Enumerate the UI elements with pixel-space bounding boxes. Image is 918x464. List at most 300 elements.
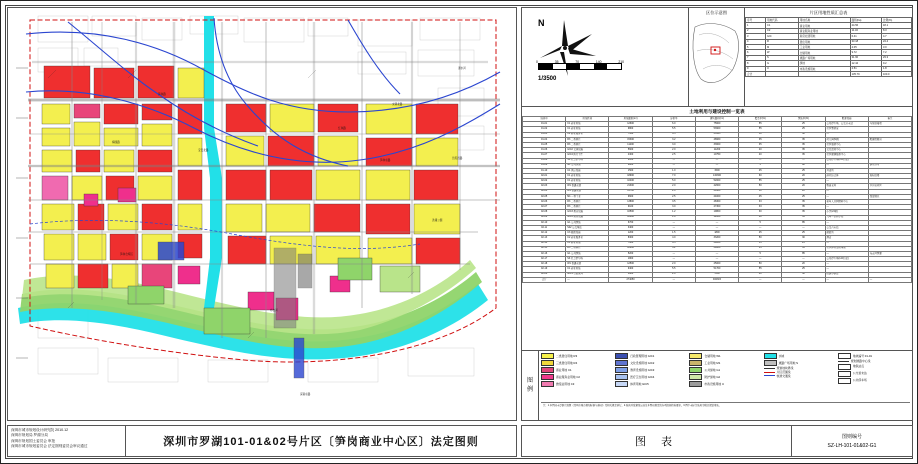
table-cell: 1800 (695, 231, 738, 236)
table-cell: — (739, 257, 782, 262)
table-cell: 9400 (609, 267, 652, 272)
table-cell: 1.0 (652, 168, 695, 173)
table-cell: 9 (746, 66, 766, 71)
table-cell: 道路广场用地 (798, 55, 850, 60)
map-canvas[interactable] (8, 8, 516, 420)
table-cell: 邮政所 (825, 231, 868, 236)
table-cell: 5 (739, 220, 782, 225)
col-header: 绿地率(%) (782, 117, 825, 122)
table-cell: 24000 (695, 194, 738, 199)
table-cell: 33 (739, 200, 782, 205)
table-cell: 35 (782, 205, 825, 210)
table-cell: 4300 (609, 153, 652, 158)
legend-swatch (615, 374, 628, 380)
table-cell: 30 (739, 210, 782, 215)
scale-tick: 35 (554, 60, 559, 64)
table-cell: 30 (739, 215, 782, 220)
table-cell: 街道办事处 (825, 272, 868, 277)
table-cell: 30 (782, 236, 825, 241)
table-cell: C1 (766, 23, 799, 28)
table-cell: — (825, 132, 868, 137)
legend-swatch (689, 360, 702, 366)
legend-item (541, 360, 613, 366)
table-cell: 01-07 (523, 153, 566, 158)
table-cell: 4.5 (652, 132, 695, 137)
map-title-block (7, 425, 517, 457)
land-use-summary-title: 片区用地性质汇总表 (809, 10, 848, 15)
table-cell: 01-08 (523, 158, 566, 163)
table-cell: 工业用地 (798, 44, 850, 49)
map-label: 梅园路 (112, 141, 120, 144)
table-cell: 02-20 (523, 272, 566, 277)
table-cell: 2.0 (652, 262, 695, 267)
table-cell: 31.60 (850, 55, 881, 60)
drawing-number-block (792, 426, 912, 456)
table-cell: 25000 (695, 262, 738, 267)
table-cell: 40 (739, 272, 782, 277)
legend-column (689, 353, 761, 401)
legend-swatch (541, 353, 554, 359)
map-vector-graphic (8, 8, 517, 421)
table-cell: 公共停车场(150泊位) (825, 158, 868, 163)
table-cell: 公共停车场、公交首末站 (825, 122, 868, 127)
legend-swatch (764, 375, 775, 376)
legend-column (541, 353, 613, 401)
table-cell: — (782, 158, 825, 163)
table-cell: — (825, 262, 868, 267)
table-cell: 6 (746, 50, 766, 55)
table-cell: 布吉河绿廊 (868, 251, 911, 256)
legend-item (615, 360, 687, 366)
legend-swatch (615, 367, 628, 373)
table-cell: C2 (766, 28, 799, 33)
table-cell (766, 71, 799, 76)
table-cell: — (652, 158, 695, 163)
table-cell: 2.0 (652, 184, 695, 189)
table-cell: — (825, 241, 868, 246)
table-cell: 20 (782, 262, 825, 267)
legend-label-char: 图 (526, 378, 533, 385)
table-cell: 33525 (695, 132, 738, 137)
table-cell: 33600 (695, 142, 738, 147)
legend-swatch (615, 353, 628, 359)
table-cell: — (825, 179, 868, 184)
legend-item-label: 旅馆业用地 C3 (556, 381, 575, 386)
table-cell: 18900 (609, 174, 652, 179)
legend-item (615, 381, 687, 387)
legend-item-label: 三类居住用地 R4 (556, 360, 578, 365)
table-cell: 2.0 (652, 189, 695, 194)
table-cell: 25 (782, 179, 825, 184)
table-cell: 24.56 (850, 23, 881, 28)
table-cell: — (695, 163, 738, 168)
table-cell: 35 (782, 210, 825, 215)
table-cell: — (566, 277, 609, 282)
table-cell: 16500 (609, 210, 652, 215)
table-cell: 酒店 (825, 236, 868, 241)
table-cell: 02-08 (523, 210, 566, 215)
table-cell: 11200 (695, 148, 738, 153)
table-cell: 5 (739, 251, 782, 256)
legend-item (541, 367, 613, 373)
table-cell: 2 (746, 28, 766, 33)
legend-item-label: 水域 (778, 353, 785, 358)
table-cell: 九年一贯制学校 (825, 215, 868, 220)
legend-item (764, 375, 836, 378)
table-cell: 25 (782, 122, 825, 127)
table-cell: 物流仓库 (825, 184, 868, 189)
table-cell: 4.7 (881, 34, 911, 39)
table-cell: 25 (782, 168, 825, 173)
table-cell: 4.5 (652, 241, 695, 246)
table-cell: 10750 (695, 153, 738, 158)
table-cell: C1 商业用地 (566, 127, 609, 132)
table-cell: 35 (739, 137, 782, 142)
legend-item-label: 市政设施用地 U (704, 381, 724, 386)
table-cell: 2.51 (850, 66, 881, 71)
table-cell: 5.5 (652, 267, 695, 272)
table-cell: 合计 (523, 277, 566, 282)
table-cell: 02-17 (523, 257, 566, 262)
table-cell: — (739, 225, 782, 230)
legend-swatch (689, 381, 702, 387)
table-cell: 34200 (695, 241, 738, 246)
table-cell: S3 社会停车场 (566, 158, 609, 163)
legend-swatch (689, 374, 702, 380)
table-cell: 1.0 (652, 215, 695, 220)
table-cell: 21300 (609, 184, 652, 189)
table-cell: 12500 (609, 262, 652, 267)
table-cell: 1.2 (652, 210, 695, 215)
table-cell: 50 (739, 132, 782, 137)
table-cell: 3 (746, 34, 766, 39)
table-cell: 6.41 (850, 34, 881, 39)
table-cell: R3 二类居住 (566, 246, 609, 251)
table-cell: 20 (782, 184, 825, 189)
table-cell: — (695, 220, 738, 225)
table-cell: U1 供应设施 (566, 168, 609, 173)
legend-item (838, 378, 910, 384)
table-cell: 3.2 (652, 246, 695, 251)
table-cell: 1800 (609, 257, 652, 262)
legend-label-char: 例 (526, 386, 533, 393)
table-cell: 社区服务中心 (825, 142, 868, 147)
map-label: 笋岗东路 (380, 159, 391, 162)
table-cell: 33 (739, 205, 782, 210)
credit-line: 深圳市规划局 罗湖分局 (11, 433, 48, 438)
north-letter: N (538, 18, 545, 28)
table-cell: 50 (739, 236, 782, 241)
table-cell: 75600 (695, 122, 738, 127)
map-label: 清水河 (458, 67, 466, 70)
table-cell: 35 (782, 148, 825, 153)
legend-item (689, 367, 761, 373)
scale-ratio: 1/3500 (538, 76, 557, 82)
legend-item-label: 地铁站点 (852, 364, 865, 369)
table-cell: 社区警务室 (825, 127, 868, 132)
table-cell: — (825, 220, 868, 225)
legend-item-label: 地块编号 01-01 (852, 353, 872, 358)
drawing-number-label: 图则编号 (841, 434, 862, 440)
legend-swatch (764, 368, 775, 369)
table-cell: 小学(24班) (825, 210, 868, 215)
legend-item-label: 规划地块界线 (776, 366, 794, 370)
table-cell: 合计 (746, 71, 766, 76)
legend-item-label: 文化设施用地 GIC2 (630, 360, 655, 365)
legend-item-label: 仓储用地 W1 (704, 353, 721, 358)
table-cell: 10400 (609, 179, 652, 184)
legend-item-label: 道路广场用地 S (778, 360, 799, 365)
table-cell: — (695, 225, 738, 230)
table-cell: 02-07 (523, 205, 566, 210)
table-cell: C2 商业服务业 (566, 132, 609, 137)
col-header: 用地代码 (766, 18, 799, 23)
table-cell: 5 (746, 44, 766, 49)
table-cell: 02-03 (523, 184, 566, 189)
legend-item-label: 商业服务业用地 C2 (556, 374, 580, 379)
table-cell: 50 (739, 184, 782, 189)
table-cell: 与地铁接驳 (868, 122, 911, 127)
legend-swatch (541, 360, 554, 366)
scale-bar (538, 63, 622, 70)
legend-item-label: 工业用地 M1 (704, 360, 721, 365)
legend-swatch (838, 364, 851, 370)
table-cell: 5600 (609, 148, 652, 153)
legend-swatch (838, 353, 851, 359)
table-cell: 40 (739, 153, 782, 158)
legend-swatch (764, 353, 777, 359)
table-cell: — (782, 277, 825, 282)
sheet-title-block (521, 425, 913, 457)
land-use-summary-body (746, 23, 912, 77)
land-use-control-table-box (521, 107, 913, 351)
land-use-summary-box (745, 7, 913, 107)
table-cell: — (782, 225, 825, 230)
table-cell: 公共停车场(120泊位) (825, 257, 868, 262)
legend-swatch (689, 367, 702, 373)
table-cell: GIC3 教育设施 (566, 210, 609, 215)
table-cell: 01-01 (523, 122, 566, 127)
table-cell: 02-15 (523, 246, 566, 251)
table-cell: 1500 (609, 168, 652, 173)
table-cell: 29400 (695, 189, 738, 194)
legend-item (615, 367, 687, 373)
col-header: 用地性质 (566, 117, 609, 122)
legend-body (539, 351, 912, 420)
table-cell: 24.4 (881, 39, 911, 44)
table-cell: 60 (739, 174, 782, 179)
table-cell: 25 (782, 267, 825, 272)
table-cell: — (652, 257, 695, 262)
table-cell: U3 邮政设施 (566, 231, 609, 236)
table-cell: — (695, 158, 738, 163)
table-cell: 34880 (695, 246, 738, 251)
legend-swatch (764, 372, 775, 373)
table-row (523, 277, 912, 282)
scale-tick: 0 (536, 60, 538, 64)
table-cell: 5 (739, 163, 782, 168)
table-cell: 934315 (695, 277, 738, 282)
table-cell: — (868, 277, 911, 282)
table-cell: 52000 (695, 179, 738, 184)
table-cell: 02-19 (523, 267, 566, 272)
table-cell: 9100 (609, 205, 652, 210)
legend-item-label: 公共绿地 G1 (704, 367, 721, 372)
table-cell: 3.5 (652, 200, 695, 205)
table-cell: 商业综合体 (825, 174, 868, 179)
table-cell: 3.0 (881, 44, 911, 49)
table-cell: C1 商业用地 (566, 241, 609, 246)
map-label: 田贝四路 (452, 157, 463, 160)
table-cell: 02-18 (523, 262, 566, 267)
table-cell: 5.0 (652, 179, 695, 184)
col-header: 用地面积(m²) (609, 117, 652, 122)
table-cell: 2.5 (652, 153, 695, 158)
credit-line: 深圳市城市规划设计研究院 2010.12 (11, 428, 69, 432)
table-cell: 35 (782, 246, 825, 251)
table-cell: 文化活动中心 (825, 148, 868, 153)
table-cell: 02-13 (523, 236, 566, 241)
legend-item-label: 教育设施用地 GIC3 (630, 367, 655, 372)
table-cell: 7.2 (881, 50, 911, 55)
table-cell: 01-03 (523, 132, 566, 137)
table-cell: — (739, 277, 782, 282)
table-cell: 35 (739, 246, 782, 251)
map-label: 洪湖公园 (432, 219, 443, 222)
col-header: 覆盖率(%) (739, 117, 782, 122)
legend-swatch (838, 361, 849, 362)
table-cell: — (825, 189, 868, 194)
legend-box (521, 351, 913, 421)
table-cell: 55 (739, 179, 782, 184)
table-cell: 20 (782, 189, 825, 194)
table-cell: GIC4 医疗卫生 (566, 153, 609, 158)
table-cell: G1 公共绿地 (566, 220, 609, 225)
location-key-map[interactable] (689, 7, 745, 107)
table-cell: 48300 (695, 200, 738, 205)
table-cell (798, 71, 850, 76)
table-cell: 7.0 (652, 174, 695, 179)
legend-item (689, 381, 761, 387)
scale-tick: 140 (595, 60, 602, 64)
table-cell: 3.0 (652, 142, 695, 147)
table-cell: — (825, 163, 868, 168)
col-header: 建筑面积(m²) (695, 117, 738, 122)
table-cell: 11.32 (850, 28, 881, 33)
legend-swatch (764, 360, 777, 366)
table-cell: — (652, 225, 695, 230)
col-header: 备注 (868, 117, 911, 122)
legend-column (615, 353, 687, 401)
table-cell: 13800 (609, 200, 652, 205)
table-cell: 社区健康服务中心 (825, 153, 868, 158)
table-cell: 9.72 (850, 50, 881, 55)
table-cell: 4 (746, 39, 766, 44)
legend-item-label: 防护绿地 G2 (704, 374, 721, 379)
control-table-body (523, 122, 912, 283)
legend-swatch (689, 353, 702, 359)
table-cell: 48960 (695, 137, 738, 142)
north-arrow (530, 12, 624, 84)
col-header: 比例(%) (881, 18, 911, 23)
table-cell: GIC (766, 34, 799, 39)
table-cell: M1 一类工业 (566, 194, 609, 199)
table-cell: GIC2 文体设施 (566, 148, 609, 153)
table-row (746, 71, 912, 76)
table-cell: 12600 (609, 122, 652, 127)
table-cell: 3.0 (652, 205, 695, 210)
table-cell: 2.0 (652, 148, 695, 153)
table-cell: C1 商业用地 (566, 267, 609, 272)
control-table-title: 土地利用与建设控制一览表 (689, 109, 745, 114)
table-cell: W (766, 50, 799, 55)
table-cell: 2100 (609, 158, 652, 163)
table-cell: 27300 (695, 205, 738, 210)
table-cell: 01-04 (523, 137, 566, 142)
table-cell: GIC3 教育设施 (566, 215, 609, 220)
north-arrow-and-scale-box (521, 7, 689, 107)
table-cell: 幼儿园(9班) (825, 137, 868, 142)
table-cell: 14700 (609, 189, 652, 194)
table-cell: 01-05 (523, 142, 566, 147)
col-header: 配套设施 (825, 117, 868, 122)
legend-item-label: 行政管理用地 GIC1 (630, 353, 655, 358)
map-label: 笋岗仓库区 (120, 253, 133, 256)
legend-note: 注：1.本图则未尽事宜按照《深圳市城市规划标准与准则》及相关规定执行。2.地块开发建设应满足本图则规定的各项控制指标要求。3.图中未标注地块为现状保留用地。 (541, 402, 910, 419)
map-label: 布吉河 (270, 309, 278, 312)
table-cell: 23.3 (881, 55, 911, 60)
legend-item (689, 374, 761, 380)
drawing-number-value: SZ-LH-101-01&02-G1 (827, 443, 877, 449)
table-cell: 配建保障房 (868, 137, 911, 142)
table-cell: — (695, 251, 738, 256)
legend-item-label: 商业用地 C1 (556, 367, 572, 372)
table-cell: 政府社团用地 (798, 34, 850, 39)
table-cell: 9.2 (881, 61, 911, 66)
legend-item (689, 353, 761, 359)
table-cell: — (825, 205, 868, 210)
table-cell: 25 (782, 194, 825, 199)
credit-line: 深圳市城市规划委员会 法定图则委员会审议通过 (11, 444, 88, 449)
table-cell: 85 (782, 251, 825, 256)
table-cell: 25 (782, 127, 825, 132)
table-cell: 55 (739, 267, 782, 272)
table-cell: 8.3 (881, 28, 911, 33)
table-cell: — (652, 277, 695, 282)
plan-map-panel[interactable] (7, 7, 517, 421)
legend-item (838, 364, 910, 370)
table-cell: 20 (782, 174, 825, 179)
legend-swatch (838, 378, 851, 384)
table-cell: R3 二类居住 (566, 142, 609, 147)
map-label: 笋岗路 (158, 93, 166, 96)
table-cell: 老年人日间照料中心 (825, 200, 868, 205)
table-cell: 开闭所 (825, 168, 868, 173)
table-cell: 1.8 (881, 66, 911, 71)
legend-item (541, 374, 613, 380)
table-cell: 02-02 (523, 179, 566, 184)
right-column (521, 7, 913, 421)
table-cell: 1200 (609, 231, 652, 236)
legend-item-label: 规划道路中心线 (850, 359, 871, 363)
table-cell: 35 (782, 153, 825, 158)
title-block-credits (8, 426, 126, 456)
legend-item-label: 医疗卫生用地 GIC4 (630, 374, 655, 379)
legend-item (689, 360, 761, 366)
table-cell: 商业服务业用地 (798, 28, 850, 33)
sheet-name: 图 表 (522, 426, 792, 456)
table-cell: U (766, 66, 799, 71)
